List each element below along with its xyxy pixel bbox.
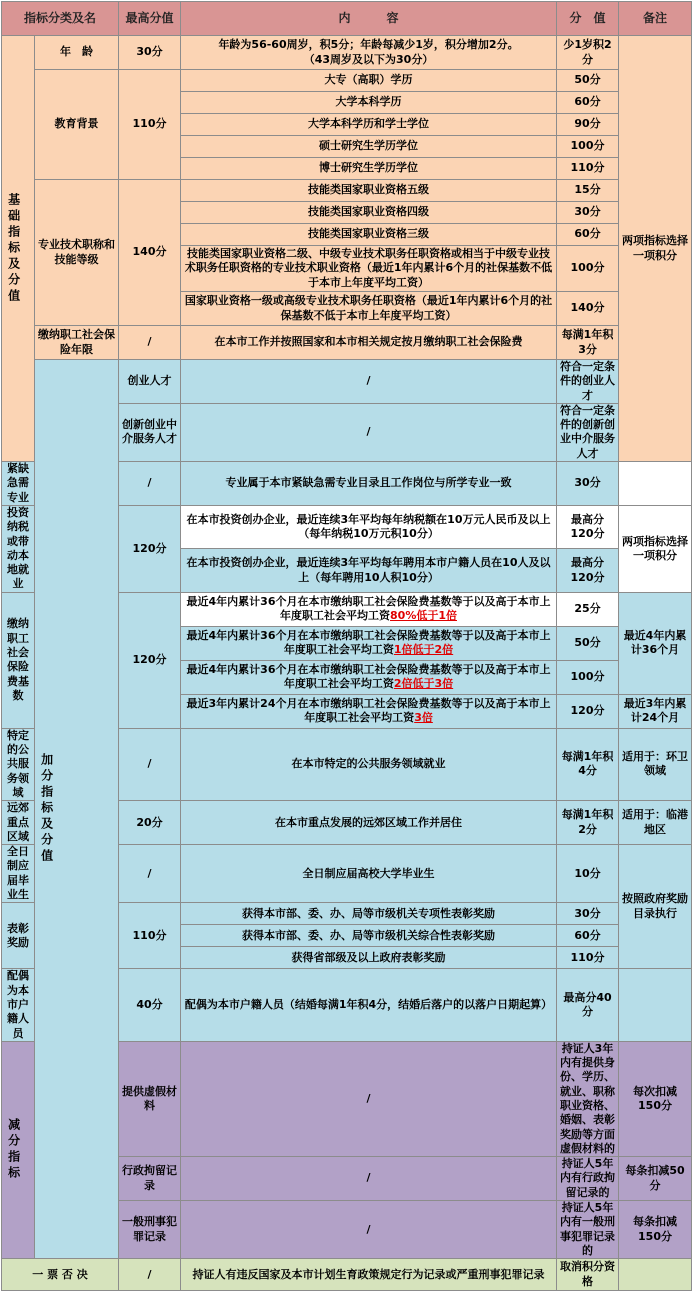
table-row (2, 180, 692, 202)
row-content: 大专（高职）学历 (181, 70, 557, 92)
header-score: 分 值 (557, 2, 619, 36)
row-name: 创新创业中介服务人才 (119, 403, 181, 461)
row-score: 25分 (557, 592, 619, 626)
table-row (2, 1259, 692, 1291)
row-content-highlight: 1倍低于2倍 (393, 643, 454, 657)
row-remark: 适用于：临港地区 (619, 801, 692, 845)
row-score: 每满1年积3分 (557, 326, 619, 360)
row-content: 技能类国家职业资格五级 (181, 180, 557, 202)
row-max: 140分 (119, 180, 181, 326)
row-remark: 按照政府奖励目录执行 (619, 845, 692, 969)
row-score: 最高分120分 (557, 549, 619, 592)
row-score: 取消积分资格 (557, 1259, 619, 1291)
row-content: 最近4年内累计36个月在本市缴纳职工社会保险费基数等于以及高于本市上年度职工社会平均工资 (186, 662, 551, 691)
category-plus: 加分指标及分值 (39, 753, 54, 866)
table-row (2, 326, 692, 360)
row-content: 符合一定条件的创新创业中介服务人才 (557, 403, 619, 461)
row-name: 紧缺急需专业 (2, 462, 35, 506)
row-score: 50分 (557, 626, 619, 660)
row-score: 每条扣减50分 (619, 1157, 692, 1201)
row-content: 获得省部级及以上政府表彰奖励 (181, 947, 557, 969)
row-content: 持证人5年内有行政拘留记录的 (557, 1157, 619, 1201)
row-max: 30分 (119, 36, 181, 70)
row-score: 140分 (557, 292, 619, 326)
row-name: 配偶为本市户籍人员 (2, 969, 35, 1041)
row-name: 专业技术职称和技能等级 (35, 180, 119, 326)
row-content-highlight: 80%低于1倍 (390, 609, 457, 623)
row-name: 缴纳职工社会保险费基数 (2, 592, 35, 728)
row-name: 表彰奖励 (2, 903, 35, 969)
row-name: 一般刑事犯罪记录 (119, 1201, 181, 1259)
row-max: / (119, 326, 181, 360)
row-content: 技能类国家职业资格四级 (181, 202, 557, 224)
row-score: 120分 (557, 694, 619, 728)
row-remark-empty (619, 1259, 692, 1291)
row-max: 40分 (119, 969, 181, 1041)
header-remark: 备注 (619, 2, 692, 36)
row-content: 持证人3年内有提供身份、学历、就业、职称职业资格、婚姻、表彰奖励等方面虚假材料的 (557, 1041, 619, 1156)
row-score: 10分 (557, 845, 619, 903)
row-content: 获得本市部、委、办、局等市级机关综合性表彰奖励 (181, 925, 557, 947)
row-score: 少1岁积2分 (557, 36, 619, 70)
row-score: 最高分40分 (557, 969, 619, 1041)
row-content: 在本市重点发展的远郊区域工作并居住 (181, 801, 557, 845)
row-content: 在本市工作并按照国家和本市相关规定按月缴纳职工社会保险费 (181, 326, 557, 360)
row-max: 110分 (119, 903, 181, 969)
row-content: 在本市特定的公共服务领域就业 (181, 728, 557, 800)
points-table (1, 1, 692, 1291)
row-max: / (181, 1041, 557, 1156)
row-remark: 两项指标选择一项积分 (622, 234, 689, 262)
row-content-highlight: 3倍 (414, 711, 433, 725)
row-max: 120分 (119, 505, 181, 592)
row-max: / (119, 1259, 181, 1291)
row-score: 每满1年积4分 (557, 728, 619, 800)
row-content: 持证人5年内有一般刑事犯罪记录的 (557, 1201, 619, 1259)
header-content: 内 容 (181, 2, 557, 36)
row-max: / (119, 462, 181, 506)
row-max: / (181, 1157, 557, 1201)
row-max: / (181, 403, 557, 461)
row-content: 技能类国家职业资格三级 (181, 224, 557, 246)
row-score: 30分 (557, 462, 619, 506)
row-content: 在本市投资创办企业，最近连续3年平均每年纳税额在10万元人民币及以上（每年纳税10万元积10分） (181, 505, 557, 548)
row-score: 100分 (557, 660, 619, 694)
row-score: 90分 (557, 114, 619, 136)
row-name: 创业人才 (119, 360, 181, 404)
row-name: 缴纳职工社会保险年限 (35, 326, 119, 360)
row-max: / (119, 728, 181, 800)
row-max: 120分 (119, 592, 181, 728)
row-content: 博士研究生学历学位 (181, 158, 557, 180)
row-content: 最近4年内累计36个月在本市缴纳职工社会保险费基数等于以及高于本市上年度职工社会平均工资 (186, 628, 551, 657)
row-content: 专业属于本市紧缺急需专业目录且工作岗位与所学专业一致 (181, 462, 557, 506)
row-score: 15分 (557, 180, 619, 202)
row-content: 国家职业资格一级或高级专业技术职务任职资格（最近1年内累计6个月的社保基数不低于本市上年度平均工资） (181, 292, 557, 326)
row-score: 每次扣减150分 (619, 1041, 692, 1156)
table-row (2, 360, 692, 404)
row-name: 投资纳税或带动本地就业 (2, 505, 35, 592)
row-max: 20分 (119, 801, 181, 845)
row-name: 提供虚假材料 (119, 1041, 181, 1156)
row-content: 在本市投资创办企业，最近连续3年平均每年聘用本市户籍人员在10人及以上（每年聘用10人积10分） (181, 549, 557, 592)
row-score: 30分 (557, 202, 619, 224)
row-score: 100分 (557, 136, 619, 158)
row-score: 50分 (557, 70, 619, 92)
row-content: 大学本科学历和学士学位 (181, 114, 557, 136)
row-score: 60分 (557, 224, 619, 246)
row-score: 每条扣减150分 (619, 1201, 692, 1259)
row-content: 配偶为本市户籍人员（结婚每满1年积4分，结婚后落户的以落户日期起算） (181, 969, 557, 1041)
row-score: 30分 (557, 903, 619, 925)
row-remark: 适用于：环卫领域 (619, 728, 692, 800)
row-max: / (181, 1201, 557, 1259)
row-remark: 两项指标选择一项积分 (619, 505, 692, 592)
row-max: 110分 (119, 70, 181, 180)
row-score: 110分 (557, 158, 619, 180)
header-max: 最高分值 (119, 2, 181, 36)
row-content: 符合一定条件的创业人才 (557, 360, 619, 404)
row-score: 100分 (557, 246, 619, 292)
row-remark: 最近4年内累计36个月 (619, 592, 692, 694)
row-name: 行政拘留记录 (119, 1157, 181, 1201)
row-name: 特定的公共服务领域 (2, 728, 35, 800)
row-max: / (181, 360, 557, 404)
table-row (2, 70, 692, 92)
row-remark: 最近3年内累计24个月 (619, 694, 692, 728)
row-content: 最近3年内累计24个月在本市缴纳职工社会保险费基数等于以及高于本市上年度职工社会平均工资 (186, 696, 551, 725)
row-content: 持证人有违反国家及本市计划生育政策规定行为记录或严重刑事犯罪记录 (181, 1259, 557, 1291)
category-basic: 基础指标及分值 (6, 192, 21, 305)
row-content: 最近4年内累计36个月在本市缴纳职工社会保险费基数等于以及高于本市上年度职工社会平均工资 (186, 594, 551, 623)
row-content: 获得本市部、委、办、局等市级机关专项性表彰奖励 (181, 903, 557, 925)
row-content-highlight: 2倍低于3倍 (393, 677, 454, 691)
row-name: 年 龄 (35, 36, 119, 70)
row-content: 技能类国家职业资格二级、中级专业技术职务任职资格或相当于中级专业技术职务任职资格的专业技术职业资格（最近1年内累计6个月的社保基数不低于本市上年度平均工资） (181, 246, 557, 292)
category-veto: 一 票 否 决 (2, 1259, 119, 1291)
row-remark-empty (619, 969, 692, 1041)
header-category: 指标分类及名 (2, 2, 119, 36)
row-content: 大学本科学历 (181, 92, 557, 114)
table-row (2, 36, 692, 70)
row-score: 110分 (557, 947, 619, 969)
category-minus: 减分指标 (6, 1118, 21, 1183)
header-row (2, 2, 692, 36)
row-score: 60分 (557, 92, 619, 114)
row-score: 每满1年积2分 (557, 801, 619, 845)
row-max: / (119, 845, 181, 903)
row-name: 教育背景 (35, 70, 119, 180)
row-name: 全日制应届毕业生 (2, 845, 35, 903)
row-content: 全日制应届高校大学毕业生 (181, 845, 557, 903)
row-content: 年龄为56-60周岁，积5分；年龄每减少1岁，积分增加2分。 (218, 38, 519, 52)
row-name: 远郊重点区域 (2, 801, 35, 845)
row-score: 最高分120分 (557, 505, 619, 548)
row-content: 硕士研究生学历学位 (181, 136, 557, 158)
row-content-note: （43周岁及以下为30分） (303, 52, 434, 66)
row-score: 60分 (557, 925, 619, 947)
